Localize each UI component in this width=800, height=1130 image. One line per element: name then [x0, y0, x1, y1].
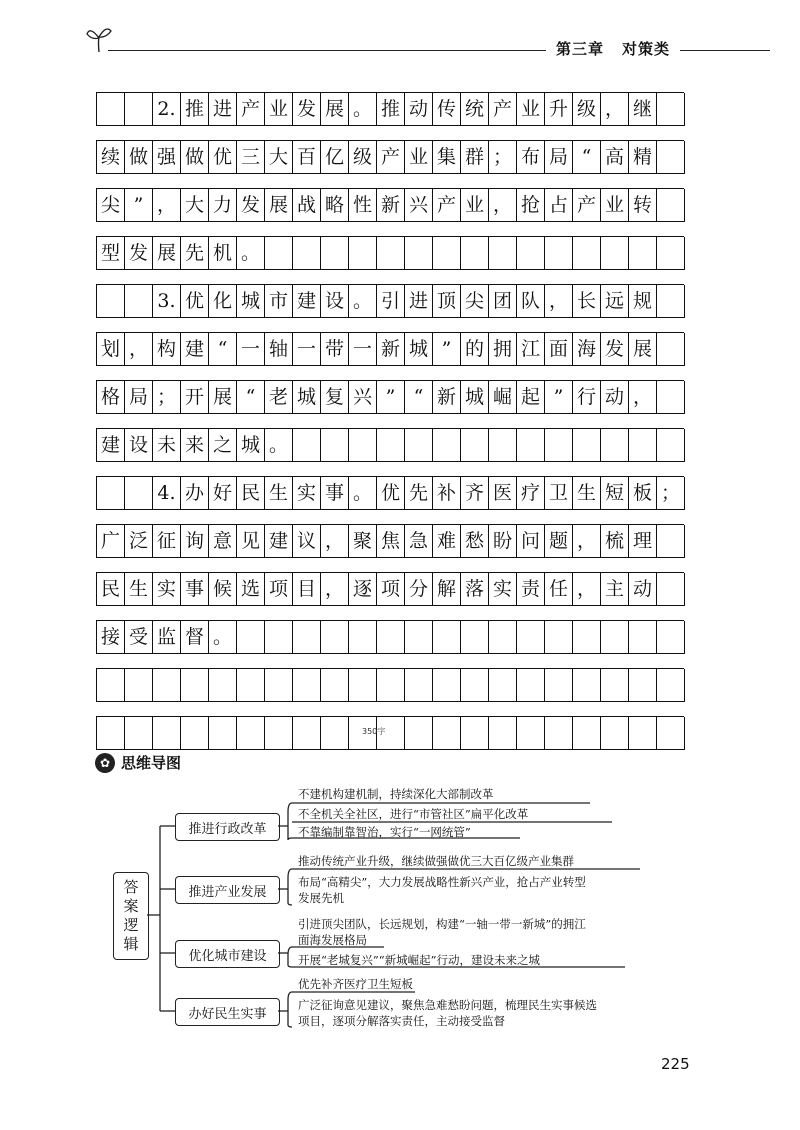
grid-cell: 优 [377, 477, 405, 510]
grid-cell: 业 [265, 93, 293, 126]
grid-cell: 。 [265, 429, 293, 462]
grid-cell: 民 [237, 477, 265, 510]
grid-cell: 设 [125, 429, 153, 462]
grid-cell: 建 [293, 285, 321, 318]
grid-cell: ” [545, 381, 573, 414]
grid-cell: 引 [377, 285, 405, 318]
grid-cell: 格 [97, 381, 125, 414]
grid-cell: 老 [265, 381, 293, 414]
grid-cell: 设 [321, 285, 349, 318]
grid-cell: 局 [545, 141, 573, 174]
grid-cell: 生 [125, 573, 153, 606]
grid-cell: 展 [321, 93, 349, 126]
grid-cell: 。 [349, 285, 377, 318]
grid-cell: 海 [573, 333, 601, 366]
grid-cell: 医 [489, 477, 517, 510]
grid-cell: 局 [125, 381, 153, 414]
grid-cell: 高 [601, 141, 629, 174]
grid-cell: 动 [601, 381, 629, 414]
grid-cell: ， [321, 525, 349, 558]
grid-cell: 急 [405, 525, 433, 558]
grid-cell: 议 [293, 525, 321, 558]
grid-cell: 做 [181, 141, 209, 174]
grid-cell: 团 [489, 285, 517, 318]
grid-cell: 展 [153, 237, 181, 270]
grid-cell: 尖 [97, 189, 125, 222]
grid-cell: 监 [153, 621, 181, 654]
grid-cell: 动 [629, 573, 657, 606]
grid-cell: 城 [405, 333, 433, 366]
grid-cell: 主 [601, 573, 629, 606]
leaf-text: 布局“高精尖”，大力发展战略性新兴产业，抢占产业转型 [298, 875, 586, 889]
category-label: 对策类 [621, 40, 670, 58]
grid-cell: 业 [601, 189, 629, 222]
grid-cell: 规 [629, 285, 657, 318]
grid-cell: 选 [237, 573, 265, 606]
grid-cell: 生 [265, 477, 293, 510]
grid-cell: 梳 [601, 525, 629, 558]
grid-cell: 先 [181, 237, 209, 270]
grid-cell: 的 [461, 333, 489, 366]
grid-cell: 展 [209, 381, 237, 414]
grid-cell: ， [545, 285, 573, 318]
grid-cell: ， [573, 525, 601, 558]
grid-cell: 民 [97, 573, 125, 606]
leaf-text: 项目，逐项分解落实责任，主动接受监督 [298, 1014, 505, 1028]
leaf-text: 不建机构建机制，持续深化大部制改革 [298, 787, 494, 801]
grid-cell: 接 [97, 621, 125, 654]
grid-cell: 城 [237, 429, 265, 462]
grid-cell: 建 [265, 525, 293, 558]
grid-cell: 见 [237, 525, 265, 558]
grid-cell: 远 [601, 285, 629, 318]
grid-cell: ” [125, 189, 153, 222]
grid-cell: 产 [377, 141, 405, 174]
grid-cell: 强 [153, 141, 181, 174]
grid-cell: 兴 [349, 381, 377, 414]
grid-cell: 展 [265, 189, 293, 222]
root-char: 逻 [123, 916, 139, 934]
grid-cell: 问 [517, 525, 545, 558]
grid-cell: 队 [517, 285, 545, 318]
grid-cell: 发 [601, 333, 629, 366]
grid-cell: 集 [433, 141, 461, 174]
grid-cell: 市 [265, 285, 293, 318]
mindmap-root [113, 872, 149, 960]
grid-cell: ； [489, 141, 517, 174]
flower-icon: ✿ [95, 753, 115, 773]
grid-cell: 大 [265, 141, 293, 174]
chapter-label: 第三章 [555, 40, 604, 58]
grid-cell: 尖 [461, 285, 489, 318]
grid-cell: 布 [517, 141, 545, 174]
grid-cell: 落 [461, 573, 489, 606]
grid-cell: 征 [153, 525, 181, 558]
grid-cell: ” [377, 381, 405, 414]
grid-cell: 力 [209, 189, 237, 222]
grid-cell: 项 [377, 573, 405, 606]
branch-admin-reform: 推进行政改革 [175, 813, 280, 841]
grid-cell: 轴 [265, 333, 293, 366]
grid-cell: 构 [153, 333, 181, 366]
grid-cell: 询 [181, 525, 209, 558]
grid-cell: 大 [181, 189, 209, 222]
grid-cell: 建 [181, 333, 209, 366]
grid-cell: 板 [629, 477, 657, 510]
grid-cell: 实 [153, 573, 181, 606]
grid-cell: 面 [545, 333, 573, 366]
grid-cell: 战 [293, 189, 321, 222]
grid-cell: 新 [377, 333, 405, 366]
grid-cell: 项 [265, 573, 293, 606]
grid-cell: 行 [573, 381, 601, 414]
grid-cell: 统 [461, 93, 489, 126]
grid-cell: 补 [433, 477, 461, 510]
grid-cell: ， [125, 333, 153, 366]
grid-cell: 聚 [349, 525, 377, 558]
grid-cell: ； [657, 477, 685, 510]
grid-cell: 业 [405, 141, 433, 174]
grid-cell: 百 [293, 141, 321, 174]
grid-cell: 责 [517, 573, 545, 606]
grid-cell: 实 [293, 477, 321, 510]
grid-cell: 发 [293, 93, 321, 126]
grid-cell: 续 [97, 141, 125, 174]
grid-cell: 建 [97, 429, 125, 462]
grid-cell: 盼 [489, 525, 517, 558]
grid-cell: ， [489, 189, 517, 222]
grid-cell: “ [209, 333, 237, 366]
grid-cell: 泛 [125, 525, 153, 558]
grid-cell: 产 [489, 93, 517, 126]
page-number: 225 [661, 1055, 690, 1073]
grid-cell: 化 [209, 285, 237, 318]
grid-cell: 广 [97, 525, 125, 558]
grid-cell: 实 [489, 573, 517, 606]
grid-cell: 占 [545, 189, 573, 222]
grid-cell: 督 [181, 621, 209, 654]
grid-cell: 来 [181, 429, 209, 462]
mindmap-title-text: 思维导图 [121, 754, 182, 772]
grid-cell: 先 [405, 477, 433, 510]
grid-cell: 级 [573, 93, 601, 126]
grid-cell: 长 [573, 285, 601, 318]
grid-cell: 略 [321, 189, 349, 222]
grid-cell: 继 [629, 93, 657, 126]
grid-cell: 。 [349, 477, 377, 510]
grid-cell: 办 [181, 477, 209, 510]
grid-cell: 拥 [489, 333, 517, 366]
grid-cell: 疗 [517, 477, 545, 510]
grid-cell: 产 [433, 189, 461, 222]
grid-cell: 亿 [321, 141, 349, 174]
word-count-mark: 350字 [362, 727, 386, 736]
grid-cell: 转 [629, 189, 657, 222]
leaf-text: 不全机关全社区，进行“市管社区”扁平化改革 [298, 807, 529, 821]
grid-cell: 城 [461, 381, 489, 414]
grid-cell: 候 [209, 573, 237, 606]
branch-city: 优化城市建设 [175, 940, 280, 968]
grid-cell: 江 [517, 333, 545, 366]
grid-cell: “ [573, 141, 601, 174]
grid-cell: 城 [293, 381, 321, 414]
leaf-text: 优先补齐医疗卫生短板 [298, 977, 413, 991]
grid-cell: “ [405, 381, 433, 414]
grid-cell: 升 [545, 93, 573, 126]
grid-cell: 事 [181, 573, 209, 606]
grid-cell: 做 [125, 141, 153, 174]
grid-cell: 4. [153, 477, 181, 510]
grid-cell: 型 [97, 237, 125, 270]
grid-cell: 推 [181, 93, 209, 126]
grid-cell: 一 [349, 333, 377, 366]
grid-cell: 短 [601, 477, 629, 510]
grid-cell: 精 [629, 141, 657, 174]
grid-cell: 理 [629, 525, 657, 558]
grid-cell: 分 [405, 573, 433, 606]
grid-cell: 产 [237, 93, 265, 126]
grid-cell: 发 [237, 189, 265, 222]
grid-cell: 新 [433, 381, 461, 414]
grid-cell: 带 [321, 333, 349, 366]
root-char: 答 [123, 878, 139, 896]
grid-cell: 城 [237, 285, 265, 318]
grid-cell: 展 [629, 333, 657, 366]
grid-cell: 性 [349, 189, 377, 222]
grid-cell: 生 [573, 477, 601, 510]
grid-cell: 划 [97, 333, 125, 366]
grid-cell: 群 [461, 141, 489, 174]
grid-cell: ； [153, 381, 181, 414]
leaf-text: 开展“老城复兴”“新城崛起”行动，建设未来之城 [298, 953, 541, 967]
root-char: 案 [123, 897, 139, 915]
grid-cell: 解 [433, 573, 461, 606]
leaf-text: 不靠编制靠智治，实行“一网统管” [298, 825, 471, 839]
grid-cell: 推 [377, 93, 405, 126]
branch-industry: 推进产业发展 [175, 876, 280, 904]
grid-cell: 目 [293, 573, 321, 606]
grid-cell: ， [629, 381, 657, 414]
grid-cell: 抢 [517, 189, 545, 222]
grid-cell: 题 [545, 525, 573, 558]
grid-cell: 动 [405, 93, 433, 126]
leaf-text: 推动传统产业升级，继续做强做优三大百亿级产业集群 [298, 854, 574, 868]
grid-cell: ， [601, 93, 629, 126]
grid-cell: 。 [209, 621, 237, 654]
grid-cell: 未 [153, 429, 181, 462]
grid-cell: 兴 [405, 189, 433, 222]
root-char: 辑 [123, 935, 139, 953]
grid-cell: ， [153, 189, 181, 222]
grid-cell: 之 [209, 429, 237, 462]
leaf-text: 发展先机 [298, 891, 344, 905]
grid-cell: ， [573, 573, 601, 606]
grid-cell: 传 [433, 93, 461, 126]
grid-cell: 三 [237, 141, 265, 174]
grid-cell: 3. [153, 285, 181, 318]
grid-cell: “ [237, 381, 265, 414]
leaf-text: 面海发展格局 [298, 933, 367, 947]
grid-cell: 业 [517, 93, 545, 126]
grid-cell: 业 [461, 189, 489, 222]
grid-cell: 。 [349, 93, 377, 126]
grid-cell: 起 [517, 381, 545, 414]
grid-cell: 齐 [461, 477, 489, 510]
grid-cell: 受 [125, 621, 153, 654]
grid-cell: 新 [377, 189, 405, 222]
grid-cell: 开 [181, 381, 209, 414]
grid-cell: 复 [321, 381, 349, 414]
branch-livelihood: 办好民生实事 [175, 998, 280, 1026]
grid-cell: 进 [405, 285, 433, 318]
grid-cell: 好 [209, 477, 237, 510]
grid-cell: 事 [321, 477, 349, 510]
grid-cell: 一 [237, 333, 265, 366]
grid-cell: 级 [349, 141, 377, 174]
grid-cell: 愁 [461, 525, 489, 558]
grid-cell: 2. [153, 93, 181, 126]
grid-cell: 一 [293, 333, 321, 366]
grid-cell: 发 [125, 237, 153, 270]
grid-cell: 机 [209, 237, 237, 270]
grid-cell: 优 [181, 285, 209, 318]
grid-cell: 崛 [489, 381, 517, 414]
grid-cell: 任 [545, 573, 573, 606]
grid-cell: ” [433, 333, 461, 366]
grid-cell: 顶 [433, 285, 461, 318]
grid-cell: 意 [209, 525, 237, 558]
grid-cell: 。 [237, 237, 265, 270]
grid-cell: 优 [209, 141, 237, 174]
leaf-text: 广泛征询意见建议，聚焦急难愁盼问题，梳理民生实事候选 [298, 998, 597, 1012]
grid-cell: 逐 [349, 573, 377, 606]
grid-cell: 难 [433, 525, 461, 558]
grid-cell: 进 [209, 93, 237, 126]
grid-cell: 产 [573, 189, 601, 222]
grid-cell: 卫 [545, 477, 573, 510]
grid-cell: 焦 [377, 525, 405, 558]
leaf-text: 引进顶尖团队，长远规划，构建“一轴一带一新城”的拥江 [298, 917, 586, 931]
grid-cell: ， [321, 573, 349, 606]
